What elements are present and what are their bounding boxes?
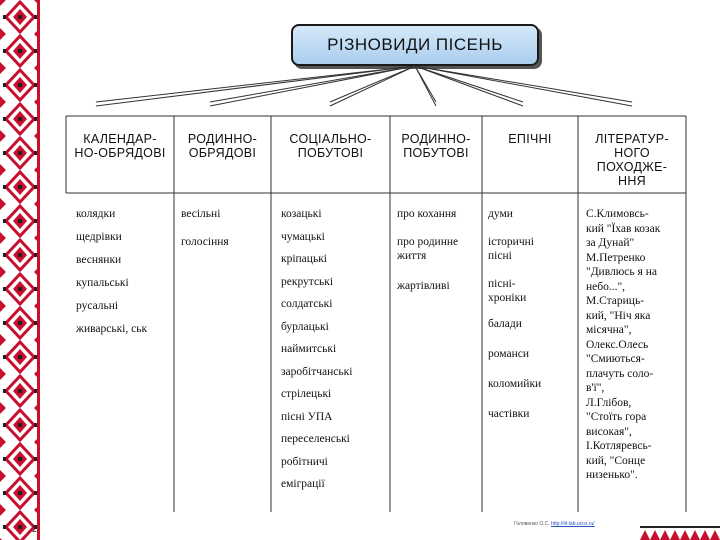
family-everyday-songs-list	[397, 207, 477, 293]
bottom-ornament-band	[640, 516, 720, 540]
calendar-songs-list	[76, 207, 147, 345]
list-item: щедрівки	[76, 231, 122, 243]
list-item: історичні пісні	[488, 236, 534, 262]
column-header-epic: ЕПІЧНІ	[508, 132, 552, 146]
list-item: голосіння	[181, 236, 229, 248]
footer-author: Головенко О.С.	[514, 521, 550, 527]
list-item: про кохання	[397, 208, 457, 220]
list-item: пісні УПА	[281, 410, 333, 423]
list-item: романси	[488, 348, 529, 360]
column-header-family-everyday: РОДИННО- ПОБУТОВІ	[401, 132, 471, 160]
social-songs-list	[281, 207, 352, 500]
list-item: бурлацькі	[281, 320, 329, 333]
list-item: жартівливі	[397, 280, 450, 292]
column-header-social: СОЦІАЛЬНО- ПОБУТОВІ	[289, 132, 372, 160]
list-item: чумацькі	[281, 230, 325, 243]
list-item: кріпацькі	[281, 253, 327, 265]
list-item: весільні	[181, 208, 221, 220]
list-item: заробітчанські	[281, 365, 353, 378]
list-item: пісні-хроніки	[488, 278, 527, 304]
column-header-literary: ЛІТЕРАТУР- НОГО ПОХОДЖЕ- ННЯ	[595, 132, 669, 188]
literary-songs-list: С.Климовсь- кий "Їхав козак за Дунай" М.Петренко "Дивлюсь я на небо...", М.Стариць- кий, "Ніч яка місячна", Олекс.Олесь "Смиються- плачуть соло- в'ї", Л.Глібов, "Стоїть гора високая", І.Котляревсь- кий, "Сонце низенько".	[586, 208, 661, 481]
list-item: живарські, ськ	[76, 323, 148, 335]
list-item: русальні	[76, 300, 119, 312]
list-item: колядки	[76, 208, 116, 220]
footer-link[interactable]: http://iit-lab.ucoz.ru/	[551, 521, 595, 527]
list-item: коломийки	[488, 378, 542, 390]
column-header-calendar: КАЛЕНДАР- НО-ОБРЯДОВІ	[74, 132, 166, 160]
list-item: козацькі	[281, 208, 322, 220]
list-item: веснянки	[76, 254, 122, 266]
list-item: наймитські	[281, 343, 337, 355]
list-item: солдатські	[281, 298, 333, 310]
family-ritual-songs-list	[181, 207, 229, 249]
page-title: РІЗНОВИДИ ПІСЕНЬ	[291, 24, 539, 66]
epic-songs-list	[488, 207, 548, 421]
list-item: балади	[488, 318, 522, 330]
list-item: робітничі	[281, 455, 328, 468]
list-item: переселенські	[281, 433, 350, 445]
list-item: купальські	[76, 277, 129, 289]
list-item: думи	[488, 208, 513, 220]
list-item: еміграції	[281, 478, 325, 490]
list-item: стрілецькі	[281, 388, 332, 400]
column-header-family-ritual: РОДИННО- ОБРЯДОВІ	[187, 132, 258, 160]
list-item: про родинне життя	[397, 236, 459, 262]
list-item: частівки	[488, 408, 530, 420]
footer-credit	[514, 521, 595, 527]
slide-number: 2	[32, 524, 38, 534]
list-item: рекрутські	[281, 275, 334, 288]
